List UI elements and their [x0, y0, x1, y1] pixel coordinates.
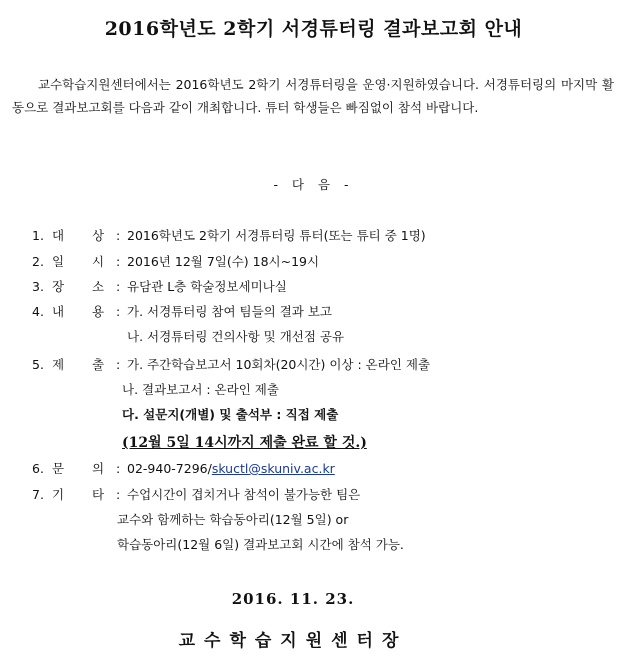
- item-number: 6.: [32, 461, 44, 476]
- item-label-second: 출: [92, 357, 105, 372]
- item-label-second: 시: [92, 254, 105, 269]
- item-label-second: 의: [92, 461, 105, 476]
- item-label-first: 내: [52, 304, 65, 319]
- item-colon: :: [116, 279, 121, 294]
- item-number: 4.: [32, 304, 44, 319]
- submission-deadline: (12월 5일 14시까지 제출 완료 할 것.): [122, 435, 367, 451]
- item-submission-line3: 다. 설문지(개별) 및 출석부 : 직접 제출: [122, 407, 339, 422]
- item-number: 2.: [32, 254, 44, 269]
- item-label-first: 제: [52, 357, 65, 372]
- item-content-line2: 나. 서경튜터링 건의사항 및 개선점 공유: [127, 329, 345, 344]
- item-label-first: 장: [52, 279, 65, 294]
- item-other-line2: 교수와 함께하는 학습동아리(12월 5일) or: [117, 512, 349, 527]
- item-label-first: 문: [52, 461, 65, 476]
- issuing-organization: 교수학습지원센터장: [178, 631, 408, 651]
- item-value: 유담관 L층 학술정보세미나실: [127, 279, 287, 294]
- item-number: 1.: [32, 228, 44, 243]
- item-value: 2016학년도 2학기 서경튜터링 튜터(또는 튜티 중 1명): [127, 228, 426, 243]
- item-other-line3: 학습동아리(12월 6일) 결과보고회 시간에 참석 가능.: [117, 537, 404, 552]
- phone-number: 02-940-7296/: [127, 461, 212, 476]
- item-label-second: 상: [92, 228, 105, 243]
- item-number: 7.: [32, 487, 44, 502]
- item-label-first: 기: [52, 487, 65, 502]
- item-label-first: 대: [52, 228, 65, 243]
- document-title: 2016학년도 2학기 서경튜터링 결과보고회 안내: [104, 18, 523, 40]
- item-colon: :: [116, 357, 121, 372]
- item-colon: :: [116, 228, 121, 243]
- item-value: 가. 주간학습보고서 10회차(20시간) 이상 : 온라인 제출: [127, 357, 431, 372]
- item-label-second: 소: [92, 279, 105, 294]
- item-number: 3.: [32, 279, 44, 294]
- item-colon: :: [116, 304, 121, 319]
- item-colon: :: [116, 487, 121, 502]
- item-value: 2016년 12월 7일(수) 18시~19시: [127, 254, 320, 269]
- item-value: 수업시간이 겹치거나 참석이 불가능한 팀은: [127, 487, 361, 502]
- item-label-second: 용: [92, 304, 105, 319]
- item-value: [127, 461, 335, 477]
- intro-paragraph: 교수학습지원센터에서는 2016학년도 2학기 서경튜터링을 운영·지원하였습니다. 서경튜터링의 마지막 활동으로 결과보고회를 다음과 같이 개최합니다. 튜터 학생들은 빠짐없이 참석 바랍니다.: [12, 77, 614, 115]
- item-value: 가. 서경튜터링 참여 팀들의 결과 보고: [127, 304, 332, 319]
- section-divider-label: - 다 음 -: [273, 177, 354, 192]
- item-number: 5.: [32, 357, 44, 372]
- email-link[interactable]: skuctl@skuniv.ac.kr: [211, 461, 335, 476]
- item-colon: :: [116, 461, 121, 476]
- document-date: 2016. 11. 23.: [231, 590, 355, 608]
- item-submission-line2: 나. 결과보고서 : 온라인 제출: [122, 382, 279, 397]
- item-label-second: 타: [92, 487, 105, 502]
- item-colon: :: [116, 254, 121, 269]
- item-label-first: 일: [52, 254, 65, 269]
